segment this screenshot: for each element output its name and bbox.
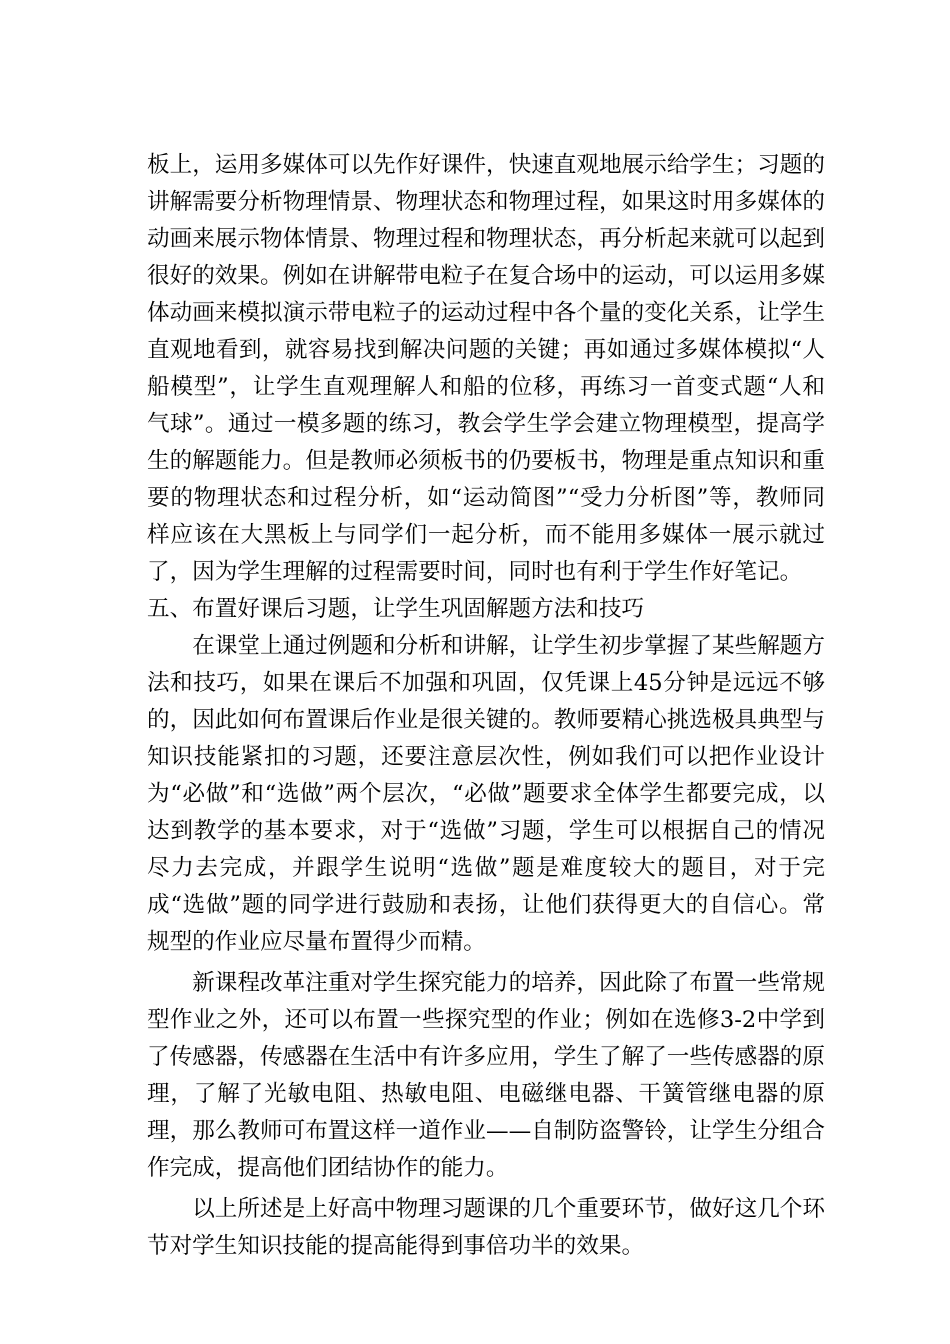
paragraph-conclusion: 以上所述是上好高中物理习题课的几个重要环节，做好这几个环节对学生知识技能的提高能得到事倍功半的效果。 — [147, 1196, 825, 1259]
paragraph-inquiry-homework: 新课程改革注重对学生探究能力的培养，因此除了布置一些常规型作业之外，还可以布置一些探究型的作业；例如在选修3-2中学到了传感器，传感器在生活中有许多应用，学生了解了一些传感器的原理，了解了光敏电阻、热敏电阻、电磁继电器、干簧管继电器的原理，那么教师可布置这样一道作业——自制防盗警铃，让学生分组合作完成，提高他们团结协作的能力。 — [147, 970, 825, 1181]
paragraph-multimedia-usage: 板上，运用多媒体可以先作好课件，快速直观地展示给学生；习题的讲解需要分析物理情景、物理状态和物理过程，如果这时用多媒体的动画来展示物体情景、物理过程和物理状态，再分析起来就可以起到很好的效果。例如在讲解带电粒子在复合场中的运动，可以运用多媒体动画来模拟演示带电粒子的运动过程中各个量的变化关系，让学生直观地看到，就容易找到解决问题的关键；再如通过多媒体模拟“人船模型”，让学生直观理解人和船的位移，再练习一首变式题“人和气球”。通过一模多题的练习，教会学生学会建立物理模型，提高学生的解题能力。但是教师必须板书的仍要板书，物理是重点知识和重要的物理状态和过程分析，如“运动简图”“受力分析图”等，教师同样应该在大黑板上与同学们一起分析，而不能用多媒体一展示就过了，因为学生理解的过程需要时间，同时也有利于学生作好笔记。 — [147, 152, 825, 585]
section-heading-homework: 五、布置好课后习题，让学生巩固解题方法和技巧 — [147, 596, 645, 622]
paragraph-homework-assignment: 在课堂上通过例题和分析和讲解，让学生初步掌握了某些解题方法和技巧，如果在课后不加强和巩固，仅凭课上45分钟是远远不够的，因此如何布置课后作业是很关键的。教师要精心挑选极具典型与知识技能紧扣的习题，还要注意层次性，例如我们可以把作业设计为“必做”和“选做”两个层次，“必做”题要求全体学生都要完成，以达到教学的基本要求，对于“选做”习题，学生可以根据自己的情况尽力去完成，并跟学生说明“选做”题是难度较大的题目，对于完成“选做”题的同学进行鼓励和表扬，让他们获得更大的自信心。常规型的作业应尽量布置得少而精。 — [147, 633, 825, 955]
document-page — [147, 147, 825, 1265]
